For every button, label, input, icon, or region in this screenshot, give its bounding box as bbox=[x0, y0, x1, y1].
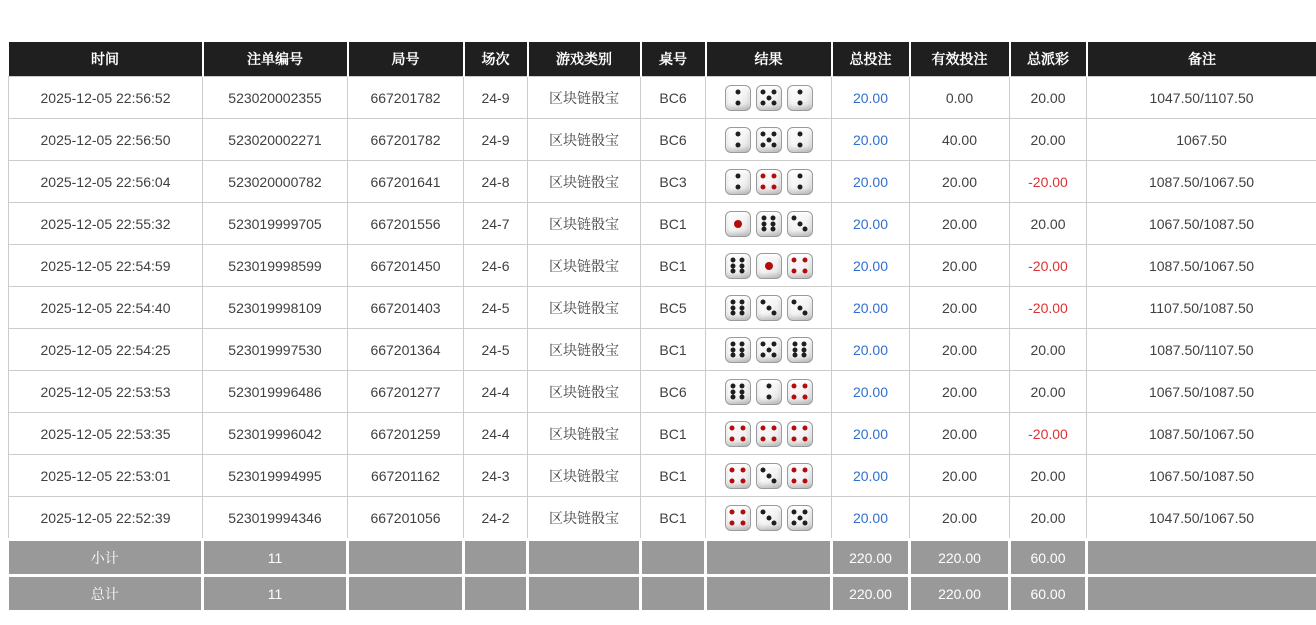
valid_bet-cell: 20.00 bbox=[910, 203, 1010, 245]
table-row bbox=[9, 413, 1316, 455]
die-face-5-icon bbox=[756, 337, 782, 363]
round-cell: 667201259 bbox=[348, 413, 464, 455]
bet_id-cell: 523019998599 bbox=[203, 245, 348, 287]
table-row bbox=[9, 119, 1316, 161]
dice-group bbox=[710, 421, 827, 447]
round-cell: 667201056 bbox=[348, 497, 464, 540]
result-dice-cell bbox=[706, 287, 832, 329]
dice-group bbox=[710, 211, 827, 237]
column-header-time: 时间 bbox=[9, 42, 203, 77]
remark-cell: 1087.50/1067.50 bbox=[1087, 413, 1316, 455]
result-dice-cell bbox=[706, 203, 832, 245]
table_no-cell: BC1 bbox=[641, 455, 706, 497]
bet_id-cell: 523020002355 bbox=[203, 77, 348, 119]
session-cell: 24-6 bbox=[464, 245, 528, 287]
payout-cell: 20.00 bbox=[1010, 203, 1087, 245]
header-row bbox=[9, 42, 1316, 77]
footer-valid-bet: 220.00 bbox=[910, 540, 1010, 576]
total_bet-cell bbox=[832, 329, 910, 371]
result-dice-cell bbox=[706, 161, 832, 203]
table-row bbox=[9, 245, 1316, 287]
footer-count: 11 bbox=[203, 576, 348, 611]
table_no-cell: BC3 bbox=[641, 161, 706, 203]
valid_bet-cell: 20.00 bbox=[910, 161, 1010, 203]
die-face-3-icon bbox=[756, 295, 782, 321]
footer-empty bbox=[348, 576, 464, 611]
die-face-4-icon bbox=[787, 421, 813, 447]
footer-empty bbox=[464, 540, 528, 576]
total_bet-cell bbox=[832, 161, 910, 203]
game-cell: 区块链骰宝 bbox=[528, 413, 641, 455]
session-cell: 24-2 bbox=[464, 497, 528, 540]
remark-cell: 1047.50/1107.50 bbox=[1087, 77, 1316, 119]
table-row bbox=[9, 371, 1316, 413]
game-cell: 区块链骰宝 bbox=[528, 77, 641, 119]
die-face-4-icon bbox=[787, 253, 813, 279]
round-cell: 667201782 bbox=[348, 119, 464, 161]
dice-group bbox=[710, 463, 827, 489]
time-cell: 2025-12-05 22:56:04 bbox=[9, 161, 203, 203]
table_no-cell: BC1 bbox=[641, 245, 706, 287]
table-row bbox=[9, 497, 1316, 540]
game-cell: 区块链骰宝 bbox=[528, 371, 641, 413]
table-header bbox=[9, 42, 1316, 77]
subtotal-row bbox=[9, 540, 1316, 576]
result-dice-cell bbox=[706, 77, 832, 119]
total_bet-cell bbox=[832, 455, 910, 497]
table_no-cell: BC1 bbox=[641, 497, 706, 540]
die-face-6-icon bbox=[725, 253, 751, 279]
column-header-bet_id: 注单编号 bbox=[203, 42, 348, 77]
footer-empty bbox=[641, 540, 706, 576]
table-row bbox=[9, 455, 1316, 497]
die-face-3-icon bbox=[756, 505, 782, 531]
column-header-table_no: 桌号 bbox=[641, 42, 706, 77]
footer-total-bet: 220.00 bbox=[832, 576, 910, 611]
payout-cell: 20.00 bbox=[1010, 77, 1087, 119]
footer-label: 小计 bbox=[9, 540, 203, 576]
total-bet-link[interactable]: 20.00 bbox=[852, 89, 889, 106]
footer-payout: 60.00 bbox=[1010, 540, 1087, 576]
die-face-2-icon bbox=[725, 85, 751, 111]
column-header-session: 场次 bbox=[464, 42, 528, 77]
table-row bbox=[9, 287, 1316, 329]
die-face-4-icon bbox=[725, 421, 751, 447]
die-face-2-icon bbox=[787, 85, 813, 111]
payout-cell: 20.00 bbox=[1010, 371, 1087, 413]
remark-cell: 1067.50/1087.50 bbox=[1087, 455, 1316, 497]
result-dice-cell bbox=[706, 329, 832, 371]
game-cell: 区块链骰宝 bbox=[528, 455, 641, 497]
dice-group bbox=[710, 505, 827, 531]
total_bet-cell bbox=[832, 497, 910, 540]
remark-cell: 1067.50/1087.50 bbox=[1087, 371, 1316, 413]
round-cell: 667201403 bbox=[348, 287, 464, 329]
footer-label: 总计 bbox=[9, 576, 203, 611]
session-cell: 24-9 bbox=[464, 119, 528, 161]
time-cell: 2025-12-05 22:54:40 bbox=[9, 287, 203, 329]
remark-cell: 1047.50/1067.50 bbox=[1087, 497, 1316, 540]
time-cell: 2025-12-05 22:52:39 bbox=[9, 497, 203, 540]
valid_bet-cell: 20.00 bbox=[910, 371, 1010, 413]
column-header-total_bet: 总投注 bbox=[832, 42, 910, 77]
time-cell: 2025-12-05 22:56:52 bbox=[9, 77, 203, 119]
footer-valid-bet: 220.00 bbox=[910, 576, 1010, 611]
total_bet-cell bbox=[832, 413, 910, 455]
dice-group bbox=[710, 379, 827, 405]
die-face-2-icon bbox=[725, 169, 751, 195]
die-face-6-icon bbox=[725, 337, 751, 363]
table_no-cell: BC6 bbox=[641, 77, 706, 119]
payout-cell: 20.00 bbox=[1010, 329, 1087, 371]
table-row bbox=[9, 329, 1316, 371]
bet_id-cell: 523019994346 bbox=[203, 497, 348, 540]
die-face-4-icon bbox=[787, 463, 813, 489]
dice-group bbox=[710, 85, 827, 111]
footer-empty bbox=[706, 576, 832, 611]
payout-cell: -20.00 bbox=[1010, 245, 1087, 287]
game-cell: 区块链骰宝 bbox=[528, 329, 641, 371]
die-face-2-icon bbox=[787, 127, 813, 153]
bet_id-cell: 523020000782 bbox=[203, 161, 348, 203]
game-cell: 区块链骰宝 bbox=[528, 245, 641, 287]
remark-cell: 1067.50/1087.50 bbox=[1087, 203, 1316, 245]
valid_bet-cell: 20.00 bbox=[910, 497, 1010, 540]
footer-empty bbox=[706, 540, 832, 576]
die-face-5-icon bbox=[787, 505, 813, 531]
time-cell: 2025-12-05 22:54:59 bbox=[9, 245, 203, 287]
dice-group bbox=[710, 253, 827, 279]
grand-total-row bbox=[9, 576, 1316, 611]
footer-empty bbox=[528, 576, 641, 611]
session-cell: 24-9 bbox=[464, 77, 528, 119]
valid_bet-cell: 20.00 bbox=[910, 245, 1010, 287]
die-face-5-icon bbox=[756, 85, 782, 111]
total_bet-cell bbox=[832, 203, 910, 245]
round-cell: 667201277 bbox=[348, 371, 464, 413]
die-face-6-icon bbox=[756, 211, 782, 237]
die-face-6-icon bbox=[725, 379, 751, 405]
result-dice-cell bbox=[706, 245, 832, 287]
dice-group bbox=[710, 127, 827, 153]
payout-cell: -20.00 bbox=[1010, 413, 1087, 455]
session-cell: 24-8 bbox=[464, 161, 528, 203]
remark-cell: 1107.50/1087.50 bbox=[1087, 287, 1316, 329]
column-header-round: 局号 bbox=[348, 42, 464, 77]
die-face-3-icon bbox=[756, 463, 782, 489]
table_no-cell: BC5 bbox=[641, 287, 706, 329]
session-cell: 24-5 bbox=[464, 329, 528, 371]
table-row bbox=[9, 203, 1316, 245]
total-bet-link[interactable]: 20.00 bbox=[852, 467, 889, 484]
dice-group bbox=[710, 295, 827, 321]
game-cell: 区块链骰宝 bbox=[528, 287, 641, 329]
total_bet-cell bbox=[832, 245, 910, 287]
valid_bet-cell: 20.00 bbox=[910, 413, 1010, 455]
bet_id-cell: 523019996042 bbox=[203, 413, 348, 455]
valid_bet-cell: 20.00 bbox=[910, 329, 1010, 371]
game-cell: 区块链骰宝 bbox=[528, 497, 641, 540]
total_bet-cell bbox=[832, 119, 910, 161]
table_no-cell: BC1 bbox=[641, 413, 706, 455]
die-face-4-icon bbox=[756, 421, 782, 447]
total-bet-link[interactable]: 20.00 bbox=[852, 299, 889, 316]
payout-cell: 20.00 bbox=[1010, 455, 1087, 497]
die-face-4-icon bbox=[787, 379, 813, 405]
table-footer bbox=[9, 540, 1316, 611]
time-cell: 2025-12-05 22:53:01 bbox=[9, 455, 203, 497]
die-face-3-icon bbox=[787, 211, 813, 237]
remark-cell: 1087.50/1067.50 bbox=[1087, 161, 1316, 203]
column-header-valid_bet: 有效投注 bbox=[910, 42, 1010, 77]
die-face-2-icon bbox=[725, 127, 751, 153]
bet_id-cell: 523019996486 bbox=[203, 371, 348, 413]
payout-cell: -20.00 bbox=[1010, 161, 1087, 203]
die-face-6-icon bbox=[725, 295, 751, 321]
remark-cell: 1087.50/1107.50 bbox=[1087, 329, 1316, 371]
column-header-game: 游戏类别 bbox=[528, 42, 641, 77]
die-face-2-icon bbox=[787, 169, 813, 195]
round-cell: 667201782 bbox=[348, 77, 464, 119]
die-face-5-icon bbox=[756, 127, 782, 153]
session-cell: 24-3 bbox=[464, 455, 528, 497]
total_bet-cell bbox=[832, 77, 910, 119]
bet_id-cell: 523019994995 bbox=[203, 455, 348, 497]
total-bet-link[interactable]: 20.00 bbox=[852, 425, 889, 442]
payout-cell: -20.00 bbox=[1010, 287, 1087, 329]
die-face-1-icon bbox=[725, 211, 751, 237]
footer-total-bet: 220.00 bbox=[832, 540, 910, 576]
table-row bbox=[9, 161, 1316, 203]
total-bet-link[interactable]: 20.00 bbox=[852, 341, 889, 358]
table_no-cell: BC1 bbox=[641, 329, 706, 371]
session-cell: 24-5 bbox=[464, 287, 528, 329]
valid_bet-cell: 40.00 bbox=[910, 119, 1010, 161]
session-cell: 24-4 bbox=[464, 413, 528, 455]
time-cell: 2025-12-05 22:56:50 bbox=[9, 119, 203, 161]
column-header-result: 结果 bbox=[706, 42, 832, 77]
footer-empty bbox=[348, 540, 464, 576]
result-dice-cell bbox=[706, 119, 832, 161]
round-cell: 667201556 bbox=[348, 203, 464, 245]
time-cell: 2025-12-05 22:54:25 bbox=[9, 329, 203, 371]
total-bet-link[interactable]: 20.00 bbox=[852, 509, 889, 526]
total-bet-link[interactable]: 20.00 bbox=[852, 215, 889, 232]
table_no-cell: BC1 bbox=[641, 203, 706, 245]
remark-cell: 1067.50 bbox=[1087, 119, 1316, 161]
footer-payout: 60.00 bbox=[1010, 576, 1087, 611]
valid_bet-cell: 20.00 bbox=[910, 287, 1010, 329]
result-dice-cell bbox=[706, 497, 832, 540]
session-cell: 24-7 bbox=[464, 203, 528, 245]
round-cell: 667201364 bbox=[348, 329, 464, 371]
die-face-4-icon bbox=[725, 463, 751, 489]
bet_id-cell: 523020002271 bbox=[203, 119, 348, 161]
footer-count: 11 bbox=[203, 540, 348, 576]
total-bet-link[interactable]: 20.00 bbox=[852, 131, 889, 148]
die-face-6-icon bbox=[787, 337, 813, 363]
round-cell: 667201450 bbox=[348, 245, 464, 287]
time-cell: 2025-12-05 22:53:53 bbox=[9, 371, 203, 413]
table-body bbox=[9, 77, 1316, 540]
total_bet-cell bbox=[832, 371, 910, 413]
table_no-cell: BC6 bbox=[641, 371, 706, 413]
column-header-payout: 总派彩 bbox=[1010, 42, 1087, 77]
round-cell: 667201641 bbox=[348, 161, 464, 203]
result-dice-cell bbox=[706, 371, 832, 413]
footer-empty bbox=[464, 576, 528, 611]
die-face-2-icon bbox=[756, 379, 782, 405]
game-cell: 区块链骰宝 bbox=[528, 203, 641, 245]
footer-empty bbox=[641, 576, 706, 611]
bet_id-cell: 523019999705 bbox=[203, 203, 348, 245]
footer-empty bbox=[1087, 540, 1316, 576]
table_no-cell: BC6 bbox=[641, 119, 706, 161]
round-cell: 667201162 bbox=[348, 455, 464, 497]
betting-records-table bbox=[8, 42, 1316, 610]
die-face-3-icon bbox=[787, 295, 813, 321]
payout-cell: 20.00 bbox=[1010, 497, 1087, 540]
result-dice-cell bbox=[706, 455, 832, 497]
die-face-4-icon bbox=[725, 505, 751, 531]
die-face-1-icon bbox=[756, 253, 782, 279]
bet_id-cell: 523019998109 bbox=[203, 287, 348, 329]
session-cell: 24-4 bbox=[464, 371, 528, 413]
total-bet-link[interactable]: 20.00 bbox=[852, 383, 889, 400]
table-row bbox=[9, 77, 1316, 119]
game-cell: 区块链骰宝 bbox=[528, 161, 641, 203]
game-cell: 区块链骰宝 bbox=[528, 119, 641, 161]
die-face-4-icon bbox=[756, 169, 782, 195]
time-cell: 2025-12-05 22:55:32 bbox=[9, 203, 203, 245]
valid_bet-cell: 20.00 bbox=[910, 455, 1010, 497]
remark-cell: 1087.50/1067.50 bbox=[1087, 245, 1316, 287]
dice-group bbox=[710, 169, 827, 195]
total_bet-cell bbox=[832, 287, 910, 329]
time-cell: 2025-12-05 22:53:35 bbox=[9, 413, 203, 455]
total-bet-link[interactable]: 20.00 bbox=[852, 257, 889, 274]
column-header-remark: 备注 bbox=[1087, 42, 1316, 77]
total-bet-link[interactable]: 20.00 bbox=[852, 173, 889, 190]
dice-group bbox=[710, 337, 827, 363]
footer-empty bbox=[528, 540, 641, 576]
footer-empty bbox=[1087, 576, 1316, 611]
payout-cell: 20.00 bbox=[1010, 119, 1087, 161]
valid_bet-cell: 0.00 bbox=[910, 77, 1010, 119]
bet_id-cell: 523019997530 bbox=[203, 329, 348, 371]
result-dice-cell bbox=[706, 413, 832, 455]
